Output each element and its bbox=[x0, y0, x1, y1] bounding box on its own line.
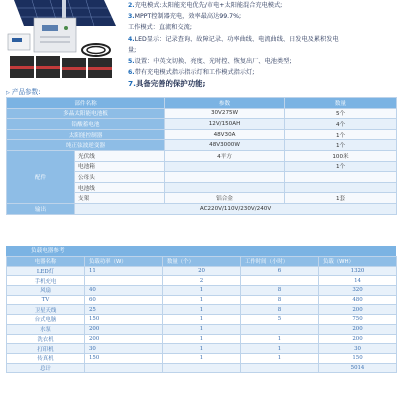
device-name: 卫星天线 bbox=[7, 305, 85, 315]
load-reference-title: 负载电器参考 bbox=[6, 246, 396, 256]
accessory-qty: 100米 bbox=[285, 150, 397, 161]
energy-cell: 1320 bbox=[319, 266, 397, 276]
hours-cell: 8 bbox=[241, 305, 319, 315]
energy-cell: 750 bbox=[319, 315, 397, 325]
feature-item: 量; bbox=[128, 46, 137, 54]
load-table bbox=[6, 256, 397, 373]
part-qty: 1个 bbox=[285, 129, 397, 140]
accessory-qty: 1套 bbox=[285, 193, 397, 204]
part-qty: 5个 bbox=[285, 108, 397, 119]
table-row bbox=[7, 295, 397, 305]
accessory-name: 电池箱 bbox=[75, 161, 165, 172]
section-title: ▷ 产品参数: bbox=[6, 88, 41, 96]
accessory-param: 铝合金 bbox=[165, 193, 285, 204]
feature-item: 6.带有充电模式指示指示灯和工作模式指示灯; bbox=[128, 69, 255, 77]
header-cell: 参数 bbox=[165, 98, 285, 109]
power-cell: 30 bbox=[85, 344, 163, 354]
feature-item: 4.LED显示：记录查询、故障记录、功率曲线、电流曲线、日发电及累积发电 bbox=[128, 35, 339, 43]
feature-item: 2.充电模式:太阳能充电优先/市电+太阳能混合充电模式; bbox=[128, 2, 283, 9]
table-row-total bbox=[7, 363, 397, 373]
table-row bbox=[7, 108, 397, 119]
power-cell: 40 bbox=[85, 286, 163, 296]
table-row bbox=[7, 203, 397, 214]
device-name: TV bbox=[7, 295, 85, 305]
qty-cell: 1 bbox=[163, 324, 241, 334]
table-header bbox=[7, 98, 397, 109]
header-cell: 工作时间（小时） bbox=[241, 257, 319, 267]
table-row bbox=[7, 305, 397, 315]
accessory-label: 配件 bbox=[7, 150, 75, 203]
power-cell: 11 bbox=[85, 266, 163, 276]
power-cell bbox=[85, 276, 163, 286]
hours-cell: 1 bbox=[241, 353, 319, 363]
qty-cell: 1 bbox=[163, 344, 241, 354]
table-row bbox=[7, 150, 397, 161]
table-row bbox=[7, 276, 397, 286]
battery-image bbox=[10, 56, 112, 78]
power-cell: 200 bbox=[85, 324, 163, 334]
accessory-param bbox=[165, 172, 285, 183]
accessory-param: 4平方 bbox=[165, 150, 285, 161]
part-param: 48V3000W bbox=[165, 140, 285, 151]
table-row bbox=[7, 334, 397, 344]
device-name: 打印机 bbox=[7, 344, 85, 354]
power-cell: 200 bbox=[85, 334, 163, 344]
qty-cell bbox=[163, 363, 241, 373]
device-name: 水泵 bbox=[7, 324, 85, 334]
device-name: 台式电脑 bbox=[7, 315, 85, 325]
accessory-qty bbox=[285, 182, 397, 193]
product-photo bbox=[4, 0, 124, 84]
device-name: 风扇 bbox=[7, 286, 85, 296]
header-cell: 部件名称 bbox=[7, 98, 165, 109]
header-cell: 数量（个） bbox=[163, 257, 241, 267]
part-qty: 4个 bbox=[285, 119, 397, 130]
accessory-name: 公母头 bbox=[75, 172, 165, 183]
product-overview bbox=[0, 0, 400, 89]
feature-item: 工作模式：直流和交流; bbox=[128, 24, 192, 32]
inverter-image bbox=[34, 18, 76, 52]
table-row bbox=[7, 344, 397, 354]
part-name: 纯正弦波逆变器 bbox=[7, 140, 165, 151]
hours-cell: 1 bbox=[241, 344, 319, 354]
part-name: 铅酸蓄电池 bbox=[7, 119, 165, 130]
table-row bbox=[7, 286, 397, 296]
part-qty: 1个 bbox=[285, 140, 397, 151]
power-cell: 25 bbox=[85, 305, 163, 315]
power-cell: 60 bbox=[85, 295, 163, 305]
header-cell: 负载功率（W） bbox=[85, 257, 163, 267]
hours-cell bbox=[241, 276, 319, 286]
qty-cell: 20 bbox=[163, 266, 241, 276]
part-name: 太阳能控制器 bbox=[7, 129, 165, 140]
table-header bbox=[7, 257, 397, 267]
header-cell: 负载（WH） bbox=[319, 257, 397, 267]
hours-cell: 1 bbox=[241, 334, 319, 344]
accessory-qty bbox=[285, 172, 397, 183]
part-param: 30V275W bbox=[165, 108, 285, 119]
power-cell bbox=[85, 363, 163, 373]
qty-cell: 1 bbox=[163, 286, 241, 296]
feature-list bbox=[128, 0, 398, 90]
power-cell: 150 bbox=[85, 315, 163, 325]
accessory-qty: 1个 bbox=[285, 161, 397, 172]
qty-cell: 1 bbox=[163, 353, 241, 363]
table-row bbox=[7, 266, 397, 276]
part-name: 多晶太阳能电池板 bbox=[7, 108, 165, 119]
feature-item: 5.设置：中英文切换、亮度、光时控、恢复出厂、电池类型; bbox=[128, 57, 292, 65]
output-label: 输出 bbox=[7, 203, 75, 214]
qty-cell: 1 bbox=[163, 305, 241, 315]
header-cell: 数量 bbox=[285, 98, 397, 109]
part-param: 12V/150AH bbox=[165, 119, 285, 130]
device-name: 手机充电 bbox=[7, 276, 85, 286]
hours-cell: 5 bbox=[241, 315, 319, 325]
table-row bbox=[7, 129, 397, 140]
qty-cell: 2 bbox=[163, 276, 241, 286]
accessory-name: 光伏线 bbox=[75, 150, 165, 161]
device-name: 总计 bbox=[7, 363, 85, 373]
device-name: LED灯 bbox=[7, 266, 85, 276]
accessory-param bbox=[165, 182, 285, 193]
device-name: 传真机 bbox=[7, 353, 85, 363]
energy-cell: 200 bbox=[319, 334, 397, 344]
qty-cell: 1 bbox=[163, 295, 241, 305]
energy-cell: 200 bbox=[319, 324, 397, 334]
energy-cell: 5014 bbox=[319, 363, 397, 373]
hours-cell: 6 bbox=[241, 266, 319, 276]
accessory-param bbox=[165, 161, 285, 172]
energy-cell: 150 bbox=[319, 353, 397, 363]
accessory-name: 支架 bbox=[75, 193, 165, 204]
accessory-name: 电池线 bbox=[75, 182, 165, 193]
header-cell: 电器名称 bbox=[7, 257, 85, 267]
cable-image bbox=[82, 44, 110, 56]
feature-item: 7.具备完善的保护功能; bbox=[128, 79, 206, 89]
energy-cell: 320 bbox=[319, 286, 397, 296]
energy-cell: 14 bbox=[319, 276, 397, 286]
controller-image bbox=[8, 34, 30, 50]
output-value: AC220V/110V/230V/240V bbox=[75, 203, 397, 214]
triangle-icon: ▷ bbox=[6, 90, 10, 96]
device-name: 洗衣机 bbox=[7, 334, 85, 344]
energy-cell: 200 bbox=[319, 305, 397, 315]
qty-cell: 1 bbox=[163, 315, 241, 325]
energy-cell: 30 bbox=[319, 344, 397, 354]
table-row bbox=[7, 324, 397, 334]
table-row bbox=[7, 140, 397, 151]
qty-cell: 1 bbox=[163, 334, 241, 344]
feature-item: 3.MPPT控制器充电，效率最高达99.7%; bbox=[128, 13, 242, 21]
hours-cell bbox=[241, 363, 319, 373]
part-param: 48V30A bbox=[165, 129, 285, 140]
energy-cell: 480 bbox=[319, 295, 397, 305]
table-row bbox=[7, 315, 397, 325]
product-params-table bbox=[6, 97, 397, 215]
hours-cell: 8 bbox=[241, 295, 319, 305]
hours-cell: 8 bbox=[241, 286, 319, 296]
table-row bbox=[7, 119, 397, 130]
power-cell: 150 bbox=[85, 353, 163, 363]
hours-cell bbox=[241, 324, 319, 334]
table-row bbox=[7, 353, 397, 363]
